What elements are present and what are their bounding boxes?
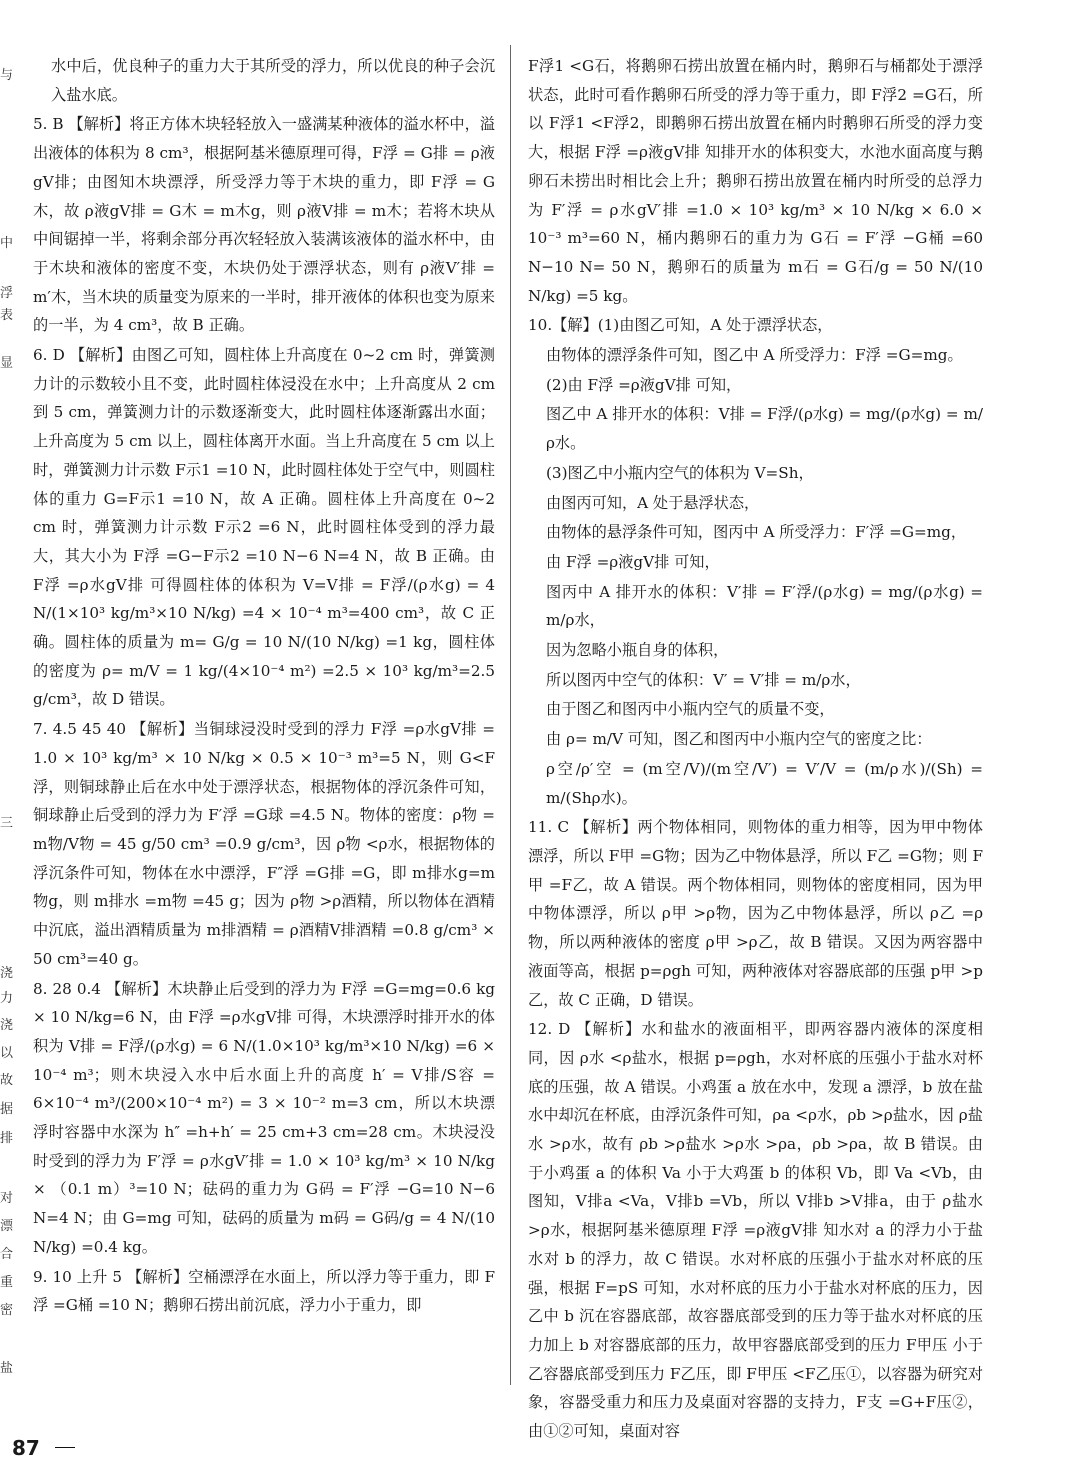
answer-10-step-1: 10.【解】(1)由图乙可知，A 处于漂浮状态， <box>528 316 833 335</box>
answer-10-line: 图乙中 A 排开水的体积：V排 = F浮/(ρ水g) = mg/(ρ水g) = m/ρ水。 <box>546 405 983 453</box>
answer-10-step-3: (3)图乙中小瓶内空气的体积为 V=Sh， <box>546 463 814 482</box>
answer-11: 11. C 【解析】两个物体相同，则物体的重力相等，因为甲中物体漂浮，所以 F甲 =G物；因为乙中物体悬浮，所以 F乙 =G物；则 F甲 =F乙，故 A 错误。两个物体相同，则物体的密度相同，因为甲中物体漂浮，所以 ρ甲 >ρ物，因为乙中物体悬浮，所以 ρ乙 =ρ物，所以两种液体的密度 ρ甲 >ρ乙，故 B 错误。又因为两容器中液面等高，根据 p=ρgh 可知，两种液体对容器底部的压强 p甲 >p乙，故 C 正确，D 错误。 <box>528 818 983 1009</box>
margin-char: 三 <box>0 816 14 831</box>
column-divider <box>510 45 511 1385</box>
answer-9: 9. 10 上升 5 【解析】空桶漂浮在水面上，所以浮力等于重力，即 F浮 =G桶 =10 N；鹅卵石捞出前沉底，浮力小于重力，即 <box>33 1267 495 1315</box>
answer-10-line: 由 F浮 =ρ液gV排 可知， <box>546 552 720 571</box>
margin-char: 表 <box>0 308 14 323</box>
answer-10-line: 由物体的悬浮条件可知，图丙中 A 所受浮力：F′浮 =G=mg， <box>546 523 967 542</box>
answer-12: 12. D 【解析】水和盐水的液面相平，即两容器内液体的深度相同，因 ρ水 <ρ盐水，根据 p=ρgh，水对杯底的压强小于盐水对杯底的压强，故 A 错误。小鸡蛋 a 放在水中，发现 a 漂浮，b 放在盐水中却沉在杯底，由浮沉条件可知，ρa <ρ水，ρb >ρ盐水，因 ρ盐水 >ρ水，故有 ρb >ρ盐水 >ρ水 >ρa，ρb >ρa，故 B 错误。由于小鸡蛋 a 的体积 Va 小于大鸡蛋 b 的体积 Vb，即 Va <Vb，由图知，V排a <Va，V排b =Vb，所以 V排b >V排a，由于 ρ盐水 >ρ水，根据阿基米德原理 F浮 =ρ液gV排 知水对 a 的浮力小于盐水对 b 的浮力，故 C 错误。水对杯底的压强小于盐水对杯底的压强，根据 F=pS 可知，水对杯底的压力小于盐水对杯底的压力，因乙中 b 沉在容器底部，故容器底部受到的压力等于盐水对杯底的压力加上 b 对容器底部的压力，故甲容器底部受到的压力 F甲压 小于乙容器底部受到压力 F乙压，即 F甲压 <F乙压①，以容器为研究对象，容器受重力和压力及桌面对容器的支持力，F支 =G+F压②，由①②可知，桌面对容 <box>528 1020 983 1441</box>
margin-char: 显 <box>0 356 14 371</box>
answer-10-density-ratio: ρ空/ρ′空 = (m空/V)/(m空/V′) = V′/V = (m/ρ水)/(Sh) = m/(Shρ水)。 <box>546 759 983 807</box>
right-column <box>528 52 983 1446</box>
margin-char: 力 <box>0 991 14 1006</box>
margin-char: 故 <box>0 1073 14 1088</box>
margin-char: 浮 <box>0 286 14 301</box>
margin-char: 浇 <box>0 966 14 981</box>
answer-10-line: 由图丙可知，A 处于悬浮状态， <box>546 493 760 512</box>
margin-char: 合 <box>0 1247 14 1262</box>
answer-10-line: 图丙中 A 排开水的体积：V′排 = F′浮/(ρ水g) = mg/(ρ水g) = m/ρ水， <box>546 582 983 630</box>
margin-char: 漂 <box>0 1219 14 1234</box>
answer-10-step-2: (2)由 F浮 =ρ液gV排 可知， <box>546 375 742 394</box>
answer-7: 7. 4.5 45 40 【解析】当铜球浸没时受到的浮力 F浮 =ρ水gV排 = 1.0 × 10³ kg/m³ × 10 N/kg × 0.5 × 10⁻³ m³=5 N，则 G<F浮，则铜球静止后在水中处于漂浮状态，根据物体的浮沉条件可知，铜球静止后受到的浮力为 F′浮 =G球 =4.5 N。物体的密度：ρ物 = m物/V物 = 45 g/50 cm³ =0.9 g/cm³，因 ρ物 <ρ水，根据物体的浮沉条件可知，物体在水中漂浮，F″浮 =G排 =G，即 m排水g=m物g，则 m排水 =m物 =45 g；因为 ρ物 >ρ酒精，所以物体在酒精中沉底，溢出酒精质量为 m排酒精 = ρ酒精V排酒精 =0.8 g/cm³ × 50 cm³=40 g。 <box>33 720 495 968</box>
answer-10-line: 由 ρ= m/V 可知，图乙和图丙中小瓶内空气的密度之比： <box>546 730 932 749</box>
left-column <box>33 52 495 1320</box>
margin-char: 中 <box>0 236 14 251</box>
answer-6: 6. D 【解析】由图乙可知，圆柱体上升高度在 0~2 cm 时，弹簧测力计的示数较小且不变，此时圆柱体浸没在水中；上升高度从 2 cm 到 5 cm，弹簧测力计的示数逐渐变大，此时圆柱体逐渐露出水面；上升高度为 5 cm 以上，圆柱体离开水面。当上升高度在 5 cm 以上时，弹簧测力计示数 F示1 =10 N，此时圆柱体处于空气中，则圆柱体的重力 G=F示1 =10 N，故 A 正确。圆柱体上升高度在 0~2 cm 时，弹簧测力计示数 F示2 =6 N，此时圆柱体受到的浮力最大，其大小为 F浮 =G−F示2 =10 N−6 N=4 N，故 B 正确。由 F浮 =ρ水gV排 可得圆柱体的体积为 V=V排 = F浮/(ρ水g) = 4 N/(1×10³ kg/m³×10 N/kg) =4 × 10⁻⁴ m³=400 cm³，故 C 正确。圆柱体的质量为 m= G/g = 10 N/(10 N/kg) =1 kg，圆柱体的密度为 ρ= m/V = 1 kg/(4×10⁻⁴ m²) =2.5 × 10³ kg/m³=2.5 g/cm³，故 D 错误。 <box>33 346 495 709</box>
margin-char: 与 <box>0 68 14 83</box>
margin-char: 据 <box>0 1102 14 1117</box>
answer-10-line: 由于图乙和图丙中小瓶内空气的质量不变， <box>546 700 835 719</box>
margin-char: 排 <box>0 1131 14 1146</box>
answer-10-line: 因为忽略小瓶自身的体积， <box>546 641 729 660</box>
answer-9-continued: F浮1 <G石，将鹅卵石捞出放置在桶内时，鹅卵石与桶都处于漂浮状态，此时可看作鹅卵石所受的浮力等于重力，即 F浮2 =G石，所以 F浮1 <F浮2，即鹅卵石捞出放置在桶内时鹅卵石所受的浮力变大，根据 F浮 =ρ液gV排 知排开水的体积变大，水池水面高度与鹅卵石未捞出时相比会上升；鹅卵石捞出放置在桶内时所受的总浮力为 F′浮 = ρ水gV′排 =1.0 × 10³ kg/m³ × 10 N/kg × 6.0 × 10⁻³ m³=60 N，桶内鹅卵石的重力为 G石 = F′浮 −G桶 =60 N−10 N= 50 N，鹅卵石的质量为 m石 = G石/g = 50 N/(10 N/kg) =5 kg。 <box>528 57 983 305</box>
answer-10-line: 由物体的漂浮条件可知，图乙中 A 所受浮力：F浮 =G=mg。 <box>546 346 963 365</box>
margin-char: 密 <box>0 1303 14 1318</box>
answer-10-line: 所以图丙中空气的体积：V′ = V′排 = m/ρ水， <box>546 670 861 689</box>
answer-4-continued: 水中后，优良种子的重力大于其所受的浮力，所以优良的种子会沉入盐水底。 <box>51 57 495 104</box>
page-number-dash <box>55 1447 75 1448</box>
answer-8: 8. 28 0.4 【解析】木块静止后受到的浮力为 F浮 =G=mg=0.6 kg × 10 N/kg=6 N，由 F浮 =ρ水gV排 可得，木块漂浮时排开水的体积为 V排 = F浮/(ρ水g) = 6 N/(1.0×10³ kg/m³×10 N/kg) =6 × 10⁻⁴ m³；则木块浸入水中后水面上升的高度 h′ = V排/S容 = 6×10⁻⁴ m³/(200×10⁻⁴ m²) = 3 × 10⁻² m=3 cm，所以木块漂浮时容器中水深为 h″ =h+h′ = 25 cm+3 cm=28 cm。木块浸没时受到的浮力为 F′浮 = ρ水gV′排 = 1.0 × 10³ kg/m³ × 10 N/kg × （0.1 m）³=10 N；砝码的重力为 G码 = F′浮 −G=10 N−6 N=4 N；由 G=mg 可知，砝码的质量为 m码 = G码/g = 4 N/(10 N/kg) =0.4 kg。 <box>33 979 495 1256</box>
answer-5: 5. B 【解析】将正方体木块轻轻放入一盛满某种液体的溢水杯中，溢出液体的体积为 8 cm³，根据阿基米德原理可得，F浮 = G排 = ρ液gV排；由图知木块漂浮，所受浮力等于木块的重力，即 F浮 = G木，故 ρ液gV排 = G木 = m木g，则 ρ液V排 = m木；若将木块从中间锯掉一半，将剩余部分再次轻轻放入装满该液体的溢水杯中，由于木块和液体的密度不变，木块仍处于漂浮状态，则有 ρ液V′排 = m′木，当木块的质量变为原来的一半时，排开液体的体积也变为原来的一半，为 4 cm³，故 B 正确。 <box>33 115 495 335</box>
margin-char: 重 <box>0 1275 14 1290</box>
page-number: 87 <box>12 1436 40 1460</box>
margin-char: 以 <box>0 1046 14 1061</box>
margin-char: 盐 <box>0 1361 14 1376</box>
margin-char: 浇 <box>0 1018 14 1033</box>
margin-char: 对 <box>0 1191 14 1206</box>
